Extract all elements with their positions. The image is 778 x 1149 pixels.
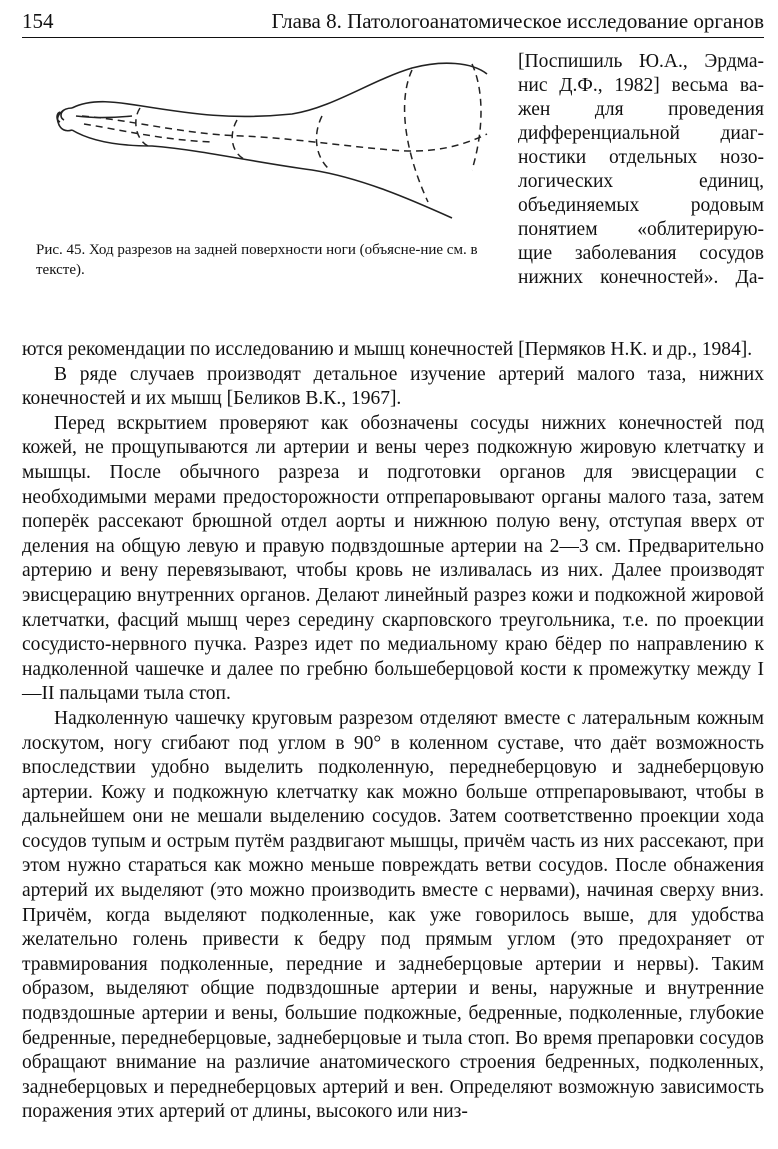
leg-incision-drawing <box>32 50 502 230</box>
page-header <box>22 8 764 38</box>
paragraph: ются рекомендации по исследованию и мышц конечностей [Пермяков Н.К. и др., 1984]. <box>22 339 753 360</box>
column-line: жен для проведения <box>518 99 764 120</box>
page-number: 154 <box>22 9 54 33</box>
column-line: объединяемых родовым <box>518 195 764 216</box>
body-text <box>22 338 764 1125</box>
column-line: логических единиц, <box>518 171 764 192</box>
figure-caption: Рис. 45. Ход разрезов на задней поверхности ноги (объясне-ние см. в тексте). <box>36 242 478 278</box>
figure <box>32 50 502 280</box>
column-line: [Поспишиль Ю.А., Эрдма- <box>518 51 764 72</box>
figure-section <box>22 50 764 338</box>
column-line: щие заболевания сосудов <box>518 243 764 264</box>
paragraph: Надколенную чашечку круговым разрезом отделяют вместе с латеральным кожным лоскутом, ногу сгибают под углом в 90° в коленном суставе, что даёт возможность впоследствии удобно выделить подколенную, переднеберцовую и заднеберцовую артерии. Кожу и подкожную клетчатку как можно больше отпрепаровывают, чтобы в дальнейшем они не мешали выделению сосудов. Затем соответственно проекции хода сосудов тупым и острым путём раздвигают мышцы, причём часть из них рассекают, при этом нужно стараться как можно меньше повреждать ветви сосудов. После обнажения артерий их выделяют (это можно производить вместе с нервами), начиная сверху вниз. Причём, когда выделяют подколенные, как уже говорилось выше, для удобства желательно голень привести к бедру под прямым углом (это предохраняет от травмирования подколенные, передние и заднеберцовые артерии и нервы). Таким образом, выделяют общие подвздошные артерии и вены, наружные и внутренние подвздошные артерии и вены, большие подкожные, бедренные, подколенные, глубокие бедренные, переднеберцовые, заднеберцовые и тыла стоп. Во время препаровки сосудов обращают внимание на различие анатомического строения бедренных, подколенных, заднеберцовых и переднеберцовых артерий и вен. Определяют возможную зависимость поражения этих артерий от длины, высокого или низ- <box>22 707 764 1123</box>
paragraph: Перед вскрытием проверяют как обозначены сосуды нижних конечностей под кожей, не прощупываются ли артерии и вены через подкожную жировую клетчатку и мышцы. После обычного разреза и подготовки органов для эвисцерации с необходимыми мерами предосторожности отпрепаровывают органы малого таза, затем поперёк рассекают брюшной отдел аорты и нижнюю полую вену, отступая вверх от деления на общую левую и правую подвздошные артерии на 2—3 см. Предварительно артерию и вену перевязывают, чтобы кровь не изливалась из них. Далее производят эвисцерацию внутренних органов. Делают линейный разрез кожи и подкожной жировой клетчатки, фасций мышц через середину скарповского треугольника, т.е. по проекции сосудисто-нервного пучка. Разрез идет по медиальному краю бёдер по направлению к надколенной чашечке и далее по гребню большеберцовой кости к промежутку между I—II пальцами тыла стоп. <box>22 412 764 705</box>
column-line: дифференциальной диаг- <box>518 123 764 144</box>
side-column-text <box>518 50 764 290</box>
column-line: нижних конечностей». Да- <box>518 267 764 288</box>
column-line: нис Д.Ф., 1982] весьма ва- <box>518 75 764 96</box>
paragraph: В ряде случаев производят детальное изучение артерий малого таза, нижних конечностей и их мышц [Беликов В.К., 1967]. <box>22 363 764 410</box>
column-line: понятием «облитерирую- <box>518 219 764 240</box>
column-line: ностики отдельных нозо- <box>518 147 764 168</box>
chapter-title: Глава 8. Патологоанатомическое исследование органов <box>271 9 764 33</box>
